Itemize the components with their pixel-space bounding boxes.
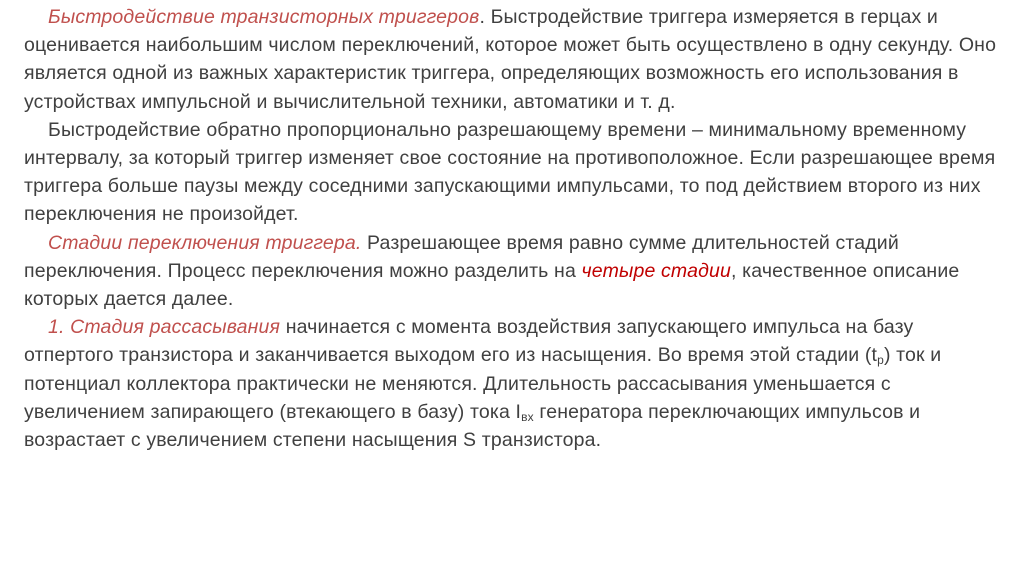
paragraph-speed: [24, 3, 1004, 116]
paragraph-resolution-time-text: Быстродействие обратно пропорционально разрешающему времени – минимальному временному интервалу, за который триггер изменяет свое состояние на противоположное. Если разрешающее время триггера больше паузы между соседними запускающими импульсами, то под действием второго из них переключения не произойдет.: [24, 118, 996, 226]
paragraph-resorption-text-2: ) ток и потенциал коллектора практически не меняются. Длительность рассасывания уменьшается с увеличением запирающего (втекающего в базу) тока: [24, 344, 942, 423]
term-resorption-stage: 1. Стадия рассасывания: [48, 316, 281, 339]
term-trigger-speed: Быстродействие транзисторных триггеров: [48, 6, 480, 28]
symbol-i: I: [515, 400, 522, 423]
paragraph-switching-stages: [24, 229, 1004, 314]
paragraph-switching-stages-text-after: , качественное описание которых дается далее.: [24, 259, 960, 311]
paragraph-speed-text: . Быстродействие триггера измеряется в герцах и оценивается наибольшим числом переключений, которое может быть осуществлено в одну секунду. Оно является одной из важных характеристик триггера, определяющих возможность его использования в устройствах импульсной и вычислительной техники, автоматики и т. д.: [24, 6, 997, 113]
paragraph-resolution-time: [24, 116, 1004, 229]
symbol-t: t: [871, 344, 878, 367]
accent-four-stages: четыре стадии: [581, 259, 732, 282]
paragraph-switching-stages-text-before: Разрешающее время равно сумме длительностей стадий переключения. Процесс переключения можно разделить на: [24, 231, 899, 282]
term-switching-stages: Стадии переключения триггера.: [48, 231, 362, 254]
symbol-i-subscript: вх: [521, 409, 534, 424]
paragraph-resorption-text-3: генератора переключающих импульсов и возрастает с увеличением степени насыщения S транзистора.: [24, 400, 921, 452]
symbol-t-subscript: р: [877, 353, 884, 368]
paragraph-resorption-stage: [24, 313, 1004, 454]
text-block: [24, 3, 1004, 454]
paragraph-resorption-text-1: начинается с момента воздействия запускающего импульса на базу отпертого транзистора и заканчивается выходом его из насыщения. Во время этой стадии (: [24, 316, 914, 367]
